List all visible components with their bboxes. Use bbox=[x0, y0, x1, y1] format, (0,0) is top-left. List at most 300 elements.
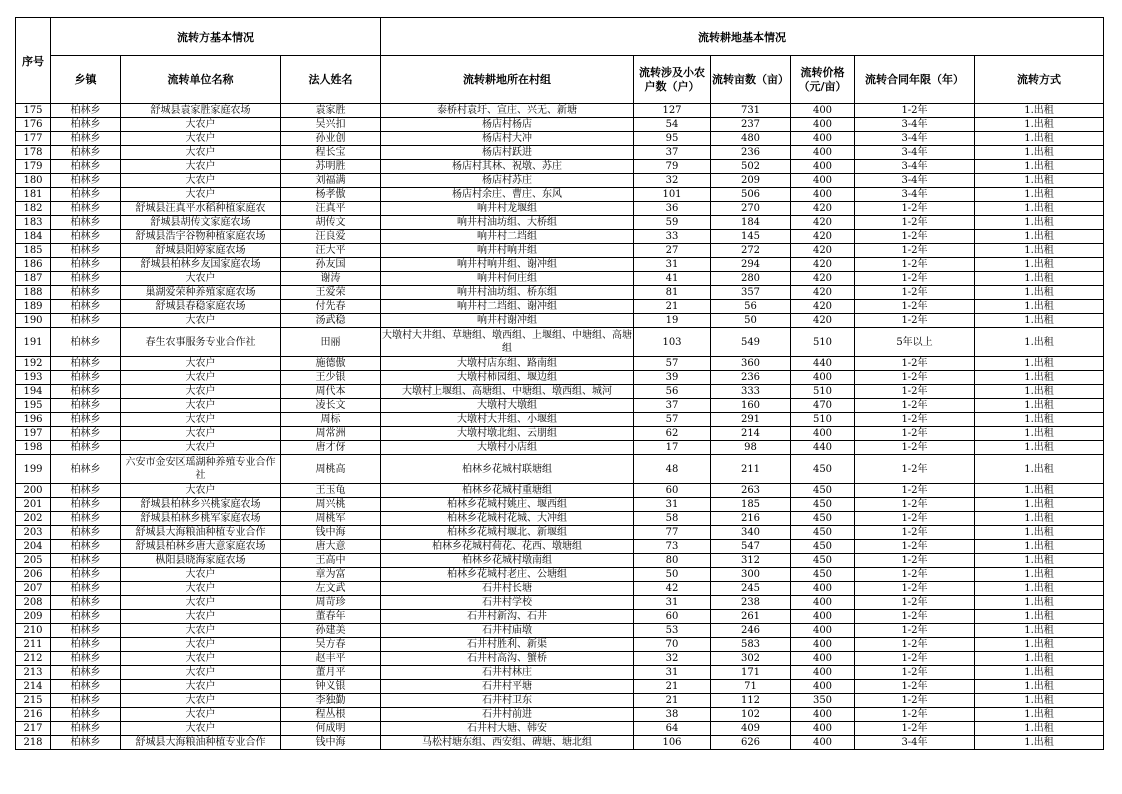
cell-seq: 211 bbox=[16, 638, 51, 652]
cell-seq: 213 bbox=[16, 666, 51, 680]
cell-area: 294 bbox=[711, 258, 791, 272]
cell-person: 钱中海 bbox=[281, 736, 381, 750]
table-row bbox=[16, 104, 1104, 118]
cell-unit: 大农户 bbox=[121, 441, 281, 455]
cell-town: 柏林乡 bbox=[51, 484, 121, 498]
cell-price: 400 bbox=[791, 132, 855, 146]
cell-location: 石井村平塘 bbox=[381, 680, 634, 694]
cell-unit: 大农户 bbox=[121, 568, 281, 582]
table-row bbox=[16, 202, 1104, 216]
cell-method: 1.出租 bbox=[975, 455, 1104, 484]
cell-method: 1.出租 bbox=[975, 202, 1104, 216]
cell-method: 1.出租 bbox=[975, 498, 1104, 512]
cell-unit: 大农户 bbox=[121, 132, 281, 146]
cell-person: 苏明胜 bbox=[281, 160, 381, 174]
cell-price: 420 bbox=[791, 272, 855, 286]
cell-location: 响井村何庄组 bbox=[381, 272, 634, 286]
cell-households: 60 bbox=[634, 484, 711, 498]
cell-households: 101 bbox=[634, 188, 711, 202]
cell-term: 1-2年 bbox=[855, 385, 975, 399]
cell-seq: 217 bbox=[16, 722, 51, 736]
header-term: 流转合同年限（年） bbox=[855, 56, 975, 104]
cell-location: 响井村响井组、谢冲组 bbox=[381, 258, 634, 272]
cell-method: 1.出租 bbox=[975, 413, 1104, 427]
table-row bbox=[16, 328, 1104, 357]
table-row bbox=[16, 638, 1104, 652]
cell-person: 汪大平 bbox=[281, 244, 381, 258]
cell-unit: 大农户 bbox=[121, 582, 281, 596]
cell-person: 杨孝傲 bbox=[281, 188, 381, 202]
cell-households: 62 bbox=[634, 427, 711, 441]
cell-term: 1-2年 bbox=[855, 286, 975, 300]
table-row bbox=[16, 526, 1104, 540]
cell-unit: 大农户 bbox=[121, 385, 281, 399]
cell-price: 420 bbox=[791, 258, 855, 272]
cell-households: 33 bbox=[634, 230, 711, 244]
cell-seq: 180 bbox=[16, 174, 51, 188]
cell-price: 450 bbox=[791, 512, 855, 526]
cell-town: 柏林乡 bbox=[51, 427, 121, 441]
cell-households: 32 bbox=[634, 652, 711, 666]
cell-term: 1-2年 bbox=[855, 624, 975, 638]
cell-term: 1-2年 bbox=[855, 230, 975, 244]
cell-method: 1.出租 bbox=[975, 399, 1104, 413]
cell-price: 470 bbox=[791, 399, 855, 413]
cell-households: 57 bbox=[634, 413, 711, 427]
cell-term: 1-2年 bbox=[855, 300, 975, 314]
cell-price: 510 bbox=[791, 385, 855, 399]
cell-price: 400 bbox=[791, 174, 855, 188]
cell-town: 柏林乡 bbox=[51, 652, 121, 666]
cell-person: 汤武稳 bbox=[281, 314, 381, 328]
cell-location: 大墩村小店组 bbox=[381, 441, 634, 455]
cell-area: 211 bbox=[711, 455, 791, 484]
cell-area: 480 bbox=[711, 132, 791, 146]
cell-area: 236 bbox=[711, 146, 791, 160]
table-row bbox=[16, 258, 1104, 272]
cell-seq: 212 bbox=[16, 652, 51, 666]
cell-price: 400 bbox=[791, 624, 855, 638]
cell-term: 1-2年 bbox=[855, 272, 975, 286]
cell-unit: 大农户 bbox=[121, 413, 281, 427]
cell-person: 孙友国 bbox=[281, 258, 381, 272]
cell-location: 柏林乡花城村荷花、花西、墩塘组 bbox=[381, 540, 634, 554]
cell-unit: 大农户 bbox=[121, 427, 281, 441]
cell-households: 37 bbox=[634, 146, 711, 160]
table-body bbox=[16, 104, 1104, 750]
header-method: 流转方式 bbox=[975, 56, 1104, 104]
cell-area: 583 bbox=[711, 638, 791, 652]
header-price: 流转价格（元/亩） bbox=[791, 56, 855, 104]
cell-seq: 206 bbox=[16, 568, 51, 582]
cell-price: 400 bbox=[791, 680, 855, 694]
cell-area: 731 bbox=[711, 104, 791, 118]
cell-seq: 207 bbox=[16, 582, 51, 596]
table-row bbox=[16, 357, 1104, 371]
cell-location: 柏林乡花城村重塘组 bbox=[381, 484, 634, 498]
cell-method: 1.出租 bbox=[975, 736, 1104, 750]
cell-location: 柏林乡花城村联塘组 bbox=[381, 455, 634, 484]
cell-price: 510 bbox=[791, 413, 855, 427]
cell-town: 柏林乡 bbox=[51, 498, 121, 512]
cell-seq: 215 bbox=[16, 694, 51, 708]
cell-location: 杨店村大冲 bbox=[381, 132, 634, 146]
cell-person: 周代本 bbox=[281, 385, 381, 399]
cell-method: 1.出租 bbox=[975, 385, 1104, 399]
cell-price: 400 bbox=[791, 160, 855, 174]
cell-location: 大墩村大井组、草塘组、墩西组、上堰组、中塘组、高塘组 bbox=[381, 328, 634, 357]
cell-unit: 大农户 bbox=[121, 174, 281, 188]
cell-method: 1.出租 bbox=[975, 174, 1104, 188]
cell-seq: 205 bbox=[16, 554, 51, 568]
cell-person: 王爱荣 bbox=[281, 286, 381, 300]
table-row bbox=[16, 314, 1104, 328]
cell-location: 柏林乡花城村姚庄、堰西组 bbox=[381, 498, 634, 512]
cell-households: 19 bbox=[634, 314, 711, 328]
cell-location: 响井村龙堰组 bbox=[381, 202, 634, 216]
cell-method: 1.出租 bbox=[975, 624, 1104, 638]
cell-town: 柏林乡 bbox=[51, 300, 121, 314]
cell-term: 1-2年 bbox=[855, 314, 975, 328]
cell-price: 400 bbox=[791, 652, 855, 666]
cell-households: 53 bbox=[634, 624, 711, 638]
cell-households: 21 bbox=[634, 300, 711, 314]
cell-method: 1.出租 bbox=[975, 371, 1104, 385]
cell-seq: 176 bbox=[16, 118, 51, 132]
table-row bbox=[16, 230, 1104, 244]
cell-area: 333 bbox=[711, 385, 791, 399]
cell-town: 柏林乡 bbox=[51, 160, 121, 174]
header-location: 流转耕地所在村组 bbox=[381, 56, 634, 104]
cell-term: 3-4年 bbox=[855, 188, 975, 202]
cell-seq: 190 bbox=[16, 314, 51, 328]
cell-households: 73 bbox=[634, 540, 711, 554]
cell-method: 1.出租 bbox=[975, 722, 1104, 736]
cell-location: 响井村二垱组 bbox=[381, 230, 634, 244]
cell-location: 柏林乡花城村堰北、新堰组 bbox=[381, 526, 634, 540]
cell-person: 钟义银 bbox=[281, 680, 381, 694]
cell-town: 柏林乡 bbox=[51, 244, 121, 258]
cell-households: 64 bbox=[634, 722, 711, 736]
cell-person: 王高中 bbox=[281, 554, 381, 568]
cell-unit: 舒城县胡传文家庭农场 bbox=[121, 216, 281, 230]
cell-location: 响井村油坊组、桥东组 bbox=[381, 286, 634, 300]
cell-households: 21 bbox=[634, 680, 711, 694]
cell-town: 柏林乡 bbox=[51, 118, 121, 132]
cell-term: 1-2年 bbox=[855, 666, 975, 680]
cell-seq: 191 bbox=[16, 328, 51, 357]
cell-seq: 208 bbox=[16, 596, 51, 610]
table-row bbox=[16, 118, 1104, 132]
cell-area: 112 bbox=[711, 694, 791, 708]
cell-unit: 舒城县大海粮油种植专业合作 bbox=[121, 736, 281, 750]
cell-location: 大墩村大井组、小堰组 bbox=[381, 413, 634, 427]
cell-seq: 175 bbox=[16, 104, 51, 118]
table-row bbox=[16, 596, 1104, 610]
cell-term: 1-2年 bbox=[855, 582, 975, 596]
cell-price: 400 bbox=[791, 708, 855, 722]
cell-town: 柏林乡 bbox=[51, 328, 121, 357]
cell-town: 柏林乡 bbox=[51, 188, 121, 202]
cell-seq: 210 bbox=[16, 624, 51, 638]
cell-location: 石井村新沟、石井 bbox=[381, 610, 634, 624]
cell-households: 80 bbox=[634, 554, 711, 568]
cell-seq: 194 bbox=[16, 385, 51, 399]
cell-unit: 大农户 bbox=[121, 708, 281, 722]
cell-unit: 舒城县柏林乡友国家庭农场 bbox=[121, 258, 281, 272]
table-row bbox=[16, 582, 1104, 596]
cell-method: 1.出租 bbox=[975, 118, 1104, 132]
table-row bbox=[16, 722, 1104, 736]
cell-method: 1.出租 bbox=[975, 638, 1104, 652]
cell-price: 400 bbox=[791, 371, 855, 385]
cell-method: 1.出租 bbox=[975, 708, 1104, 722]
cell-price: 510 bbox=[791, 328, 855, 357]
cell-method: 1.出租 bbox=[975, 132, 1104, 146]
cell-area: 214 bbox=[711, 427, 791, 441]
cell-method: 1.出租 bbox=[975, 526, 1104, 540]
cell-price: 450 bbox=[791, 554, 855, 568]
cell-unit: 大农户 bbox=[121, 596, 281, 610]
cell-area: 263 bbox=[711, 484, 791, 498]
cell-area: 246 bbox=[711, 624, 791, 638]
cell-location: 石井村学校 bbox=[381, 596, 634, 610]
cell-town: 柏林乡 bbox=[51, 680, 121, 694]
cell-area: 245 bbox=[711, 582, 791, 596]
cell-seq: 200 bbox=[16, 484, 51, 498]
cell-area: 184 bbox=[711, 216, 791, 230]
cell-person: 汪良爱 bbox=[281, 230, 381, 244]
cell-seq: 193 bbox=[16, 371, 51, 385]
cell-area: 302 bbox=[711, 652, 791, 666]
cell-person: 吴兴扣 bbox=[281, 118, 381, 132]
cell-seq: 185 bbox=[16, 244, 51, 258]
cell-location: 响井村响井组 bbox=[381, 244, 634, 258]
table-row bbox=[16, 371, 1104, 385]
cell-households: 37 bbox=[634, 399, 711, 413]
cell-town: 柏林乡 bbox=[51, 596, 121, 610]
header-group-land: 流转耕地基本情况 bbox=[381, 18, 1104, 56]
table-row bbox=[16, 708, 1104, 722]
cell-seq: 203 bbox=[16, 526, 51, 540]
header-unit: 流转单位名称 bbox=[121, 56, 281, 104]
cell-term: 1-2年 bbox=[855, 554, 975, 568]
cell-area: 238 bbox=[711, 596, 791, 610]
cell-unit: 大农户 bbox=[121, 188, 281, 202]
cell-term: 1-2年 bbox=[855, 371, 975, 385]
table-row bbox=[16, 427, 1104, 441]
cell-method: 1.出租 bbox=[975, 328, 1104, 357]
cell-person: 李独勤 bbox=[281, 694, 381, 708]
cell-person: 周常洲 bbox=[281, 427, 381, 441]
cell-method: 1.出租 bbox=[975, 216, 1104, 230]
header-households: 流转涉及小农户数（户） bbox=[634, 56, 711, 104]
cell-households: 60 bbox=[634, 610, 711, 624]
cell-person: 袁家胜 bbox=[281, 104, 381, 118]
cell-person: 章为富 bbox=[281, 568, 381, 582]
cell-seq: 188 bbox=[16, 286, 51, 300]
cell-location: 石井村林庄 bbox=[381, 666, 634, 680]
cell-seq: 181 bbox=[16, 188, 51, 202]
cell-unit: 大农户 bbox=[121, 694, 281, 708]
cell-method: 1.出租 bbox=[975, 540, 1104, 554]
cell-town: 柏林乡 bbox=[51, 736, 121, 750]
cell-method: 1.出租 bbox=[975, 441, 1104, 455]
cell-town: 柏林乡 bbox=[51, 104, 121, 118]
cell-area: 145 bbox=[711, 230, 791, 244]
cell-unit: 大农户 bbox=[121, 357, 281, 371]
table-row bbox=[16, 498, 1104, 512]
cell-seq: 218 bbox=[16, 736, 51, 750]
cell-term: 1-2年 bbox=[855, 498, 975, 512]
cell-location: 杨店村杨店 bbox=[381, 118, 634, 132]
cell-location: 石井村卫东 bbox=[381, 694, 634, 708]
cell-area: 547 bbox=[711, 540, 791, 554]
cell-method: 1.出租 bbox=[975, 258, 1104, 272]
cell-method: 1.出租 bbox=[975, 427, 1104, 441]
cell-person: 施德傲 bbox=[281, 357, 381, 371]
cell-price: 440 bbox=[791, 357, 855, 371]
cell-person: 王少银 bbox=[281, 371, 381, 385]
cell-town: 柏林乡 bbox=[51, 568, 121, 582]
cell-term: 1-2年 bbox=[855, 694, 975, 708]
cell-term: 1-2年 bbox=[855, 512, 975, 526]
cell-town: 柏林乡 bbox=[51, 399, 121, 413]
table-row bbox=[16, 286, 1104, 300]
cell-seq: 184 bbox=[16, 230, 51, 244]
cell-person: 何成明 bbox=[281, 722, 381, 736]
cell-households: 79 bbox=[634, 160, 711, 174]
cell-seq: 187 bbox=[16, 272, 51, 286]
cell-households: 106 bbox=[634, 736, 711, 750]
cell-price: 450 bbox=[791, 484, 855, 498]
cell-households: 95 bbox=[634, 132, 711, 146]
cell-town: 柏林乡 bbox=[51, 694, 121, 708]
cell-town: 柏林乡 bbox=[51, 314, 121, 328]
cell-households: 36 bbox=[634, 202, 711, 216]
cell-method: 1.出租 bbox=[975, 286, 1104, 300]
cell-method: 1.出租 bbox=[975, 596, 1104, 610]
cell-method: 1.出租 bbox=[975, 272, 1104, 286]
cell-term: 1-2年 bbox=[855, 357, 975, 371]
cell-town: 柏林乡 bbox=[51, 512, 121, 526]
table-row bbox=[16, 160, 1104, 174]
table-row bbox=[16, 624, 1104, 638]
cell-person: 付先春 bbox=[281, 300, 381, 314]
cell-price: 420 bbox=[791, 286, 855, 300]
table-row bbox=[16, 188, 1104, 202]
cell-term: 1-2年 bbox=[855, 610, 975, 624]
cell-households: 21 bbox=[634, 694, 711, 708]
cell-unit: 舒城县柏林乡唐大意家庭农场 bbox=[121, 540, 281, 554]
table-row bbox=[16, 512, 1104, 526]
header-town: 乡镇 bbox=[51, 56, 121, 104]
cell-term: 3-4年 bbox=[855, 174, 975, 188]
cell-households: 54 bbox=[634, 118, 711, 132]
cell-price: 400 bbox=[791, 736, 855, 750]
table-row bbox=[16, 666, 1104, 680]
header-area: 流转亩数（亩） bbox=[711, 56, 791, 104]
cell-area: 98 bbox=[711, 441, 791, 455]
cell-town: 柏林乡 bbox=[51, 610, 121, 624]
cell-town: 柏林乡 bbox=[51, 230, 121, 244]
cell-location: 响井村油坊组、大桥组 bbox=[381, 216, 634, 230]
cell-method: 1.出租 bbox=[975, 554, 1104, 568]
table-row bbox=[16, 272, 1104, 286]
cell-person: 钱中海 bbox=[281, 526, 381, 540]
cell-person: 吴方春 bbox=[281, 638, 381, 652]
cell-seq: 186 bbox=[16, 258, 51, 272]
cell-town: 柏林乡 bbox=[51, 722, 121, 736]
cell-person: 程长宝 bbox=[281, 146, 381, 160]
cell-method: 1.出租 bbox=[975, 146, 1104, 160]
cell-unit: 舒城县大海粮油种植专业合作 bbox=[121, 526, 281, 540]
header-seq: 序号 bbox=[16, 18, 51, 104]
cell-price: 420 bbox=[791, 314, 855, 328]
cell-term: 1-2年 bbox=[855, 484, 975, 498]
cell-town: 柏林乡 bbox=[51, 385, 121, 399]
cell-households: 81 bbox=[634, 286, 711, 300]
table-row bbox=[16, 736, 1104, 750]
cell-unit: 大农户 bbox=[121, 652, 281, 666]
cell-person: 程丛根 bbox=[281, 708, 381, 722]
cell-unit: 巢湖爱荣种养殖家庭农场 bbox=[121, 286, 281, 300]
cell-unit: 大农户 bbox=[121, 371, 281, 385]
table-row bbox=[16, 568, 1104, 582]
cell-method: 1.出租 bbox=[975, 666, 1104, 680]
cell-person: 赵丰平 bbox=[281, 652, 381, 666]
cell-town: 柏林乡 bbox=[51, 413, 121, 427]
cell-households: 77 bbox=[634, 526, 711, 540]
cell-unit: 舒城县汪真平水稻种植家庭农 bbox=[121, 202, 281, 216]
cell-term: 1-2年 bbox=[855, 413, 975, 427]
cell-term: 5年以上 bbox=[855, 328, 975, 357]
table-row bbox=[16, 680, 1104, 694]
cell-town: 柏林乡 bbox=[51, 258, 121, 272]
cell-person: 孙建美 bbox=[281, 624, 381, 638]
cell-term: 1-2年 bbox=[855, 652, 975, 666]
cell-person: 董月平 bbox=[281, 666, 381, 680]
cell-households: 59 bbox=[634, 216, 711, 230]
cell-price: 400 bbox=[791, 610, 855, 624]
cell-area: 272 bbox=[711, 244, 791, 258]
cell-location: 石井村高沟、蟹桥 bbox=[381, 652, 634, 666]
cell-households: 56 bbox=[634, 385, 711, 399]
cell-households: 42 bbox=[634, 582, 711, 596]
cell-term: 1-2年 bbox=[855, 455, 975, 484]
cell-method: 1.出租 bbox=[975, 300, 1104, 314]
cell-price: 400 bbox=[791, 146, 855, 160]
table-row bbox=[16, 610, 1104, 624]
cell-person: 王玉龟 bbox=[281, 484, 381, 498]
cell-method: 1.出租 bbox=[975, 512, 1104, 526]
cell-unit: 大农户 bbox=[121, 314, 281, 328]
cell-households: 48 bbox=[634, 455, 711, 484]
cell-location: 杨店村其林、祝墩、苏庄 bbox=[381, 160, 634, 174]
cell-term: 3-4年 bbox=[855, 160, 975, 174]
cell-location: 响井村二垱组、谢冲组 bbox=[381, 300, 634, 314]
cell-seq: 199 bbox=[16, 455, 51, 484]
table-row bbox=[16, 146, 1104, 160]
cell-person: 唐大意 bbox=[281, 540, 381, 554]
cell-area: 291 bbox=[711, 413, 791, 427]
cell-area: 506 bbox=[711, 188, 791, 202]
cell-households: 127 bbox=[634, 104, 711, 118]
table-row bbox=[16, 694, 1104, 708]
cell-price: 420 bbox=[791, 202, 855, 216]
cell-town: 柏林乡 bbox=[51, 272, 121, 286]
cell-seq: 202 bbox=[16, 512, 51, 526]
